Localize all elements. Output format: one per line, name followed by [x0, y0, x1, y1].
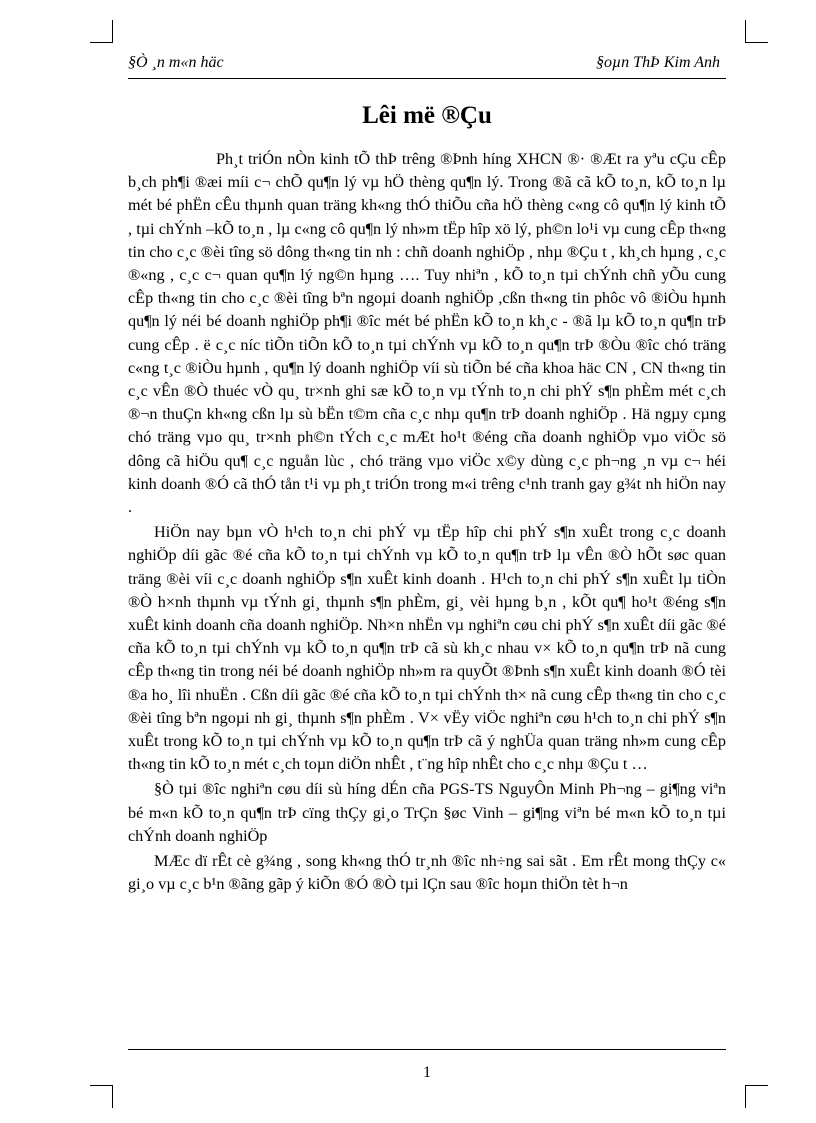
footer-divider [128, 1049, 726, 1050]
crop-mark-bottom-left [90, 1085, 113, 1108]
paragraph-1: Ph¸t triÓn nÒn kinh tÕ thÞ trêng ®Þnh híng XHCN ®· ®Æt ra yªu cÇu cÊp b¸ch ph¶i ®æi míi c¬ chÕ qu¶n lý vµ hÖ thèng qu¶n lý. Trong ®ã cã kÕ to¸n, kÕ to¸n lµ mét bé phËn cÊu thµnh quan träng kh«ng thÓ thiÕu cña hÖ thèng c«ng cô qu¶n lý kinh tÕ , tµi chÝnh –kÕ to¸n , lµ c«ng cô qu¶n lý nh»m tËp hîp xö lý, ph©n lo¹i vµ cung cÊp th«ng tin cho c¸c ®èi tîng sö dông th«ng tin nh : chñ doanh nghiÖp , nhµ ®Çu t , kh¸ch hµng , c¸c ®«ng , c¸c c¬ quan qu¶n lý ng©n hµng …. Tuy nhiªn , kÕ to¸n tµi chÝnh chñ yÕu cung cÊp th«ng tin cho c¸c ®èi tîng bªn ngoµi doanh nghiÖp ,cßn th«ng tin phôc vô ®iÒu hµnh qu¶n lý néi bé doanh nghiÖp ph¶i ®îc mét bé phËn kÕ to¸n kh¸c - ®ã lµ kÕ to¸n qu¶n trÞ cung cÊp . ë c¸c níc tiÕn tiÕn kÕ to¸n tµi chÝnh vµ kÕ to¸n qu¶n trÞ ®Òu ®îc chó träng c«ng t¸c ®iÒu hµnh , qu¶n lý doanh nghiÖp víi sù tiÕn bé cña khoa häc CN , CN th«ng tin c¸c vÊn ®Ò thuéc vÒ qu¸ tr×nh ghi sæ kÕ to¸n vµ tÝnh to¸n chi phÝ s¶n phÈm mét c¸ch ®¬n thuÇn kh«ng cßn lµ sù bËn t©m cña c¸c nhµ qu¶n trÞ doanh nghiÖp . Hä ngµy cµng chó träng vµo qu¸ tr×nh ph©n tÝch c¸c mÆt ho¹t ®éng cña doanh nghiÖp vµo viÖc sö dông cã hiÖu qu¶ c¸c nguån lùc , chó träng vµo viÖc x©y dùng c¸c ph¬ng ¸n vµ c¬ héi kinh doanh ®Ó cã thÓ tån t¹i vµ ph¸t triÓn trong m«i trêng c¹nh tranh gay g¾t nh hiÖn nay . [128, 150, 726, 517]
crop-mark-bottom-right [745, 1085, 768, 1108]
page-header [128, 52, 726, 79]
paragraph-3: §Ò tµi ®îc nghiªn cøu díi sù híng dÉn cña PGS-TS NguyÔn Minh Ph¬ng – gi¶ng viªn bé m«n kÕ to¸n qu¶n trÞ cïng thÇy gi¸o TrÇn §øc Vinh – gi¶ng viªn bé m«n kÕ to¸n tµi chÝnh doanh nghiÖp [128, 780, 726, 845]
crop-mark-top-right [745, 20, 768, 43]
crop-mark-top-left [90, 20, 113, 43]
paragraph-4: MÆc dï rÊt cè g¾ng , song kh«ng thÓ tr¸nh ®îc nh÷ng sai sãt . Em rÊt mong thÇy c« gi¸o vµ c¸c b¹n ®ãng gãp ý kiÕn ®Ó ®Ò tµi lÇn sau ®îc hoµn thiÖn tèt h¬n [128, 852, 726, 894]
page-number: 1 [423, 1064, 431, 1081]
page-title: Lêi më ®Çu [362, 102, 492, 129]
header-author: §oµn ThÞ Kim Anh [595, 54, 720, 71]
document-body [128, 148, 726, 899]
paragraph-2: HiÖn nay bµn vÒ h¹ch to¸n chi phÝ vµ tËp hîp chi phÝ s¶n xuÊt trong c¸c doanh nghiÖp díi gãc ®é cña kÕ to¸n tµi chÝnh vµ kÕ to¸n qu¶n trÞ lµ vÊn ®Ò hÕt søc quan träng ®èi víi c¸c doanh nghiÖp s¶n xuÊt kinh doanh . H¹ch to¸n chi phÝ s¶n xuÊt lµ tiÒn ®Ò h×nh thµnh vµ tÝnh gi¸ thµnh s¶n phÈm, gi¸ vèi hµng b¸n , kÕt qu¶ ho¹t ®éng s¶n xuÊt kinh doanh cña doanh nghiÖp. Nh×n nhËn vµ nghiªn cøu chi phÝ s¶n xuÊt díi gãc ®é cña kÕ to¸n tµi chÝnh vµ kÕ to¸n qu¶n trÞ cã sù kh¸c nhau v× kÕ to¸n qu¶n trÞ nã cung cÊp th«ng tin trong néi bé doanh nghiÖp nh»m ra quyÕt ®Þnh s¶n xuÊt kinh doanh ®Ó tèi ®a ho¸ lîi nhuËn . Cßn díi gãc ®é cña kÕ to¸n tµi chÝnh th× nã cung cÊp th«ng tin cho c¸c ®èi tîng bªn ngoµi nh gi¸ thµnh s¶n phÈm . V× vËy viÖc nghiªn cøu h¹ch to¸n chi phÝ s¶n xuÊt trong kÕ to¸n tµi chÝnh vµ kÕ to¸n qu¶n trÞ cã ý nghÜa quan träng nh»m cung cÊp th«ng tin kÕ to¸n mét c¸ch toµn diÖn nhÊt , t¨ng hîp nhÊt cho c¸c nhµ ®Çu t … [128, 523, 726, 774]
header-document-type: §Ò ¸n m«n häc [128, 54, 224, 71]
